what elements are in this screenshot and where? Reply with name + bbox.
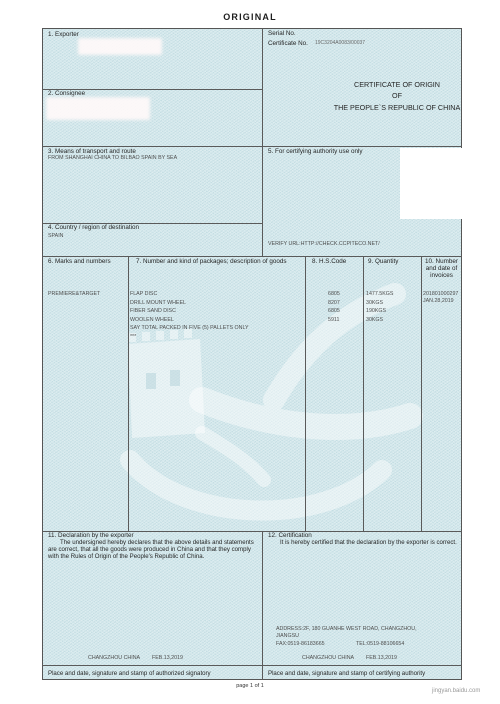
certificate-no-value: 19C3204A0083/00037 bbox=[315, 39, 366, 46]
certificate-heading-line-3: THE PEOPLE`S REPUBLIC OF CHINA bbox=[333, 102, 461, 112]
document-title: ORIGINAL bbox=[223, 12, 277, 22]
certification-text: It is hereby certified that the declaration by the exporter is correct. bbox=[280, 538, 457, 546]
verify-url: VERIFY URL:HTTP://CHECK.CCPITECO.NET/ bbox=[268, 241, 380, 247]
declaration-signature-label: Place and date, signature and stamp of authorized signatory bbox=[48, 669, 211, 677]
transport-route: FROM SHANGHAI CHINA TO BILBAO SPAIN BY SEA bbox=[48, 155, 178, 161]
consignee-label: 2. Consignee bbox=[48, 90, 86, 97]
goods-description: WOOLEN WHEEL bbox=[130, 316, 174, 323]
divider-center-top bbox=[262, 28, 263, 256]
certificate-form bbox=[42, 28, 462, 680]
transport-label: 3. Means of transport and route bbox=[48, 147, 136, 155]
page-number: page 1 of 1 bbox=[236, 683, 264, 689]
consignee-redaction bbox=[46, 97, 150, 120]
certificate-heading-line-1: CERTIFICATE OF ORIGIN bbox=[354, 79, 440, 89]
divider-signature bbox=[42, 665, 462, 666]
authority-fax: FAX:0519-86183665 bbox=[276, 640, 325, 647]
declaration-place: CHANGZHOU CHINA bbox=[88, 655, 141, 661]
column-header-hs-code: 8. H.S.Code bbox=[312, 257, 347, 265]
declaration-label: 11. Declaration by the exporter bbox=[48, 532, 134, 539]
authority-address-line-2: JIANGSU bbox=[276, 633, 299, 639]
divider-col-7-8 bbox=[305, 256, 306, 531]
goods-description: FLAP DISC bbox=[130, 291, 158, 297]
exporter-label: 1. Exporter bbox=[48, 30, 79, 38]
authority-address-line-1: ADDRESS:2F, 180 GUANHE WEST ROAD, CHANGZHOU, bbox=[276, 626, 417, 632]
goods-hs-code: 6805 bbox=[328, 308, 340, 315]
qr-code-blank-area bbox=[400, 148, 462, 219]
goods-quantity: 1477.5KGS bbox=[366, 291, 394, 297]
destination-country: SPAIN bbox=[48, 233, 64, 239]
divider-col-9-10 bbox=[421, 256, 422, 531]
invoice-number: 201801000297 bbox=[423, 291, 459, 297]
goods-description: DRILL MOUNT WHEEL bbox=[130, 299, 186, 306]
goods-hs-code: 8207 bbox=[328, 299, 340, 306]
goods-hs-code: 5911 bbox=[328, 316, 340, 323]
goods-marks: PREMIERE&TARGET bbox=[48, 291, 101, 297]
authority-label: 5. For certifying authority use only bbox=[268, 147, 363, 155]
declaration-date: FEB.13,2019 bbox=[152, 655, 183, 661]
goods-quantity: 190KGS bbox=[366, 308, 387, 315]
goods-hs-code: 6805 bbox=[328, 291, 340, 297]
invoice-date: JAN.28,2019 bbox=[423, 297, 454, 304]
goods-quantity: 30KGS bbox=[366, 299, 384, 306]
column-header-invoices: 10. Number and date of invoices bbox=[425, 257, 458, 279]
goods-quantity: 30KGS bbox=[366, 316, 384, 323]
certification-place: CHANGZHOU CHINA bbox=[302, 655, 355, 661]
exporter-redaction bbox=[78, 38, 162, 55]
column-header-marks: 6. Marks and numbers bbox=[48, 257, 111, 265]
divider-center-bottom bbox=[262, 531, 263, 680]
destination-label: 4. Country / region of destination bbox=[48, 224, 140, 231]
authority-tel: TEL:0519-88106654 bbox=[356, 640, 405, 647]
certificate-heading-line-2: OF bbox=[392, 91, 402, 100]
certification-date: FEB.13,2019 bbox=[366, 655, 397, 661]
serial-no-label: Serial No. bbox=[268, 29, 296, 37]
divider-col-6-7 bbox=[128, 256, 129, 531]
certificate-no-label: Certificate No. bbox=[268, 39, 308, 47]
goods-description: FIBER SAND DISC bbox=[130, 308, 176, 315]
column-header-description: 7. Number and kind of packages; description of goods bbox=[136, 257, 287, 265]
goods-end-mark: *** bbox=[130, 334, 137, 340]
certification-signature-label: Place and date, signature and stamp of certifying authority bbox=[268, 669, 426, 677]
column-header-quantity: 9. Quantity bbox=[368, 257, 399, 265]
certification-label: 12. Certification bbox=[268, 532, 312, 539]
watermark-url: jingyan.baidu.com bbox=[432, 688, 481, 694]
declaration-text: The undersigned hereby declares that the above details and statements are correct, that all the goods were produced in China and that they comply with the Rules of Origin of the People's Republic of China. bbox=[48, 538, 254, 560]
goods-total-note: SAY TOTAL PACKED IN FIVE (5) PALLETS ONLY bbox=[130, 325, 249, 332]
divider-col-8-9 bbox=[363, 256, 364, 531]
